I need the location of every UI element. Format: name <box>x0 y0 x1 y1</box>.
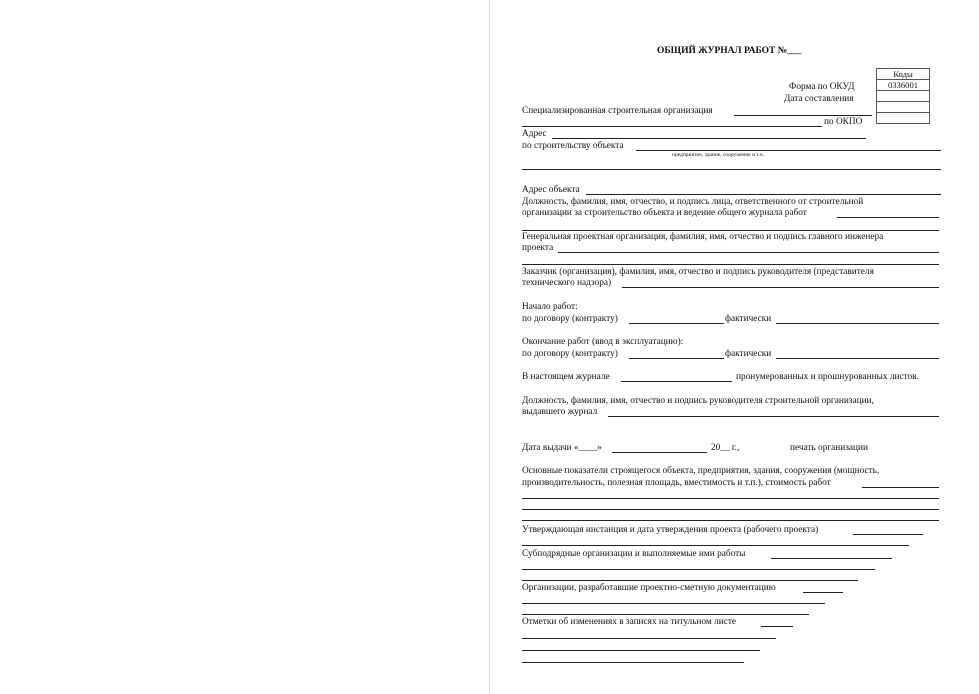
specialized-org-field[interactable] <box>734 115 872 116</box>
okpo-code-cell[interactable] <box>877 102 930 113</box>
okpo-label: по ОКПО <box>824 117 863 127</box>
issuer-line2: выдавшего журнал <box>522 407 598 417</box>
object-hint: предприятие, здание, сооружение и т.п. <box>672 152 765 158</box>
journal-title: ОБЩИЙ ЖУРНАЛ РАБОТ №___ <box>657 46 802 56</box>
end-label: Окончание работ (ввод в эксплуатацию): <box>522 337 684 347</box>
date-compiled-label: Дата составления <box>784 94 854 104</box>
specialized-org-label: Специализированная строительная организация <box>522 106 713 116</box>
journal-suffix: пронумерованных и прошнурованных листов. <box>736 372 919 382</box>
title-changes-label: Отметки об изменениях в записях на титульном листе <box>522 617 737 627</box>
main-indicators-line2: производительность, полезная площадь, вместимость и т.п.), стоимость работ <box>522 478 831 488</box>
construction-object-field[interactable] <box>636 150 941 151</box>
end-actual-label: фактически <box>725 349 772 359</box>
customer-line1: Заказчик (организация), фамилия, имя, отчество и подпись руководителя (представителя <box>522 267 874 277</box>
extra-code-cell[interactable] <box>877 113 930 124</box>
start-actual-field[interactable] <box>776 323 939 324</box>
responsible-person-line1: Должность, фамилия, имя, отчество, и подпись лица, ответственного от строительной <box>522 197 864 207</box>
title-changes-field-2[interactable] <box>522 638 776 639</box>
organization-stamp-label: печать организации <box>790 443 868 453</box>
title-changes-field[interactable] <box>761 626 793 627</box>
responsible-person-field[interactable] <box>837 217 939 218</box>
subcontractors-field[interactable] <box>771 558 892 559</box>
journal-prefix: В настоящем журнале <box>522 372 610 382</box>
address-label: Адрес <box>522 129 547 139</box>
start-label: Начало работ: <box>522 302 578 312</box>
subcontractors-field-2[interactable] <box>522 569 875 570</box>
codes-header: Коды <box>877 69 930 80</box>
start-contract-label: по договору (контракту) <box>522 314 618 324</box>
end-actual-field[interactable] <box>776 358 939 359</box>
construction-object-label: по строительству объекта <box>522 141 624 151</box>
customer-field[interactable] <box>622 287 939 288</box>
general-design-org-line2: проекта <box>522 243 554 253</box>
end-contract-label: по договору (контракту) <box>522 349 618 359</box>
main-indicators-line1: Основные показатели строящегося объекта, предприятия, здания, сооружения (мощность, <box>522 466 880 476</box>
construction-object-field-2[interactable] <box>522 169 941 170</box>
issuer-field[interactable] <box>608 416 939 417</box>
object-address-label: Адрес объекта <box>522 185 580 195</box>
issue-date-month-field[interactable] <box>612 452 707 453</box>
subcontractors-label: Субподрядные организации и выполняемые ими работы <box>522 549 746 559</box>
main-indicators-field[interactable] <box>862 487 939 488</box>
issue-date-year: 20__ г., <box>711 443 740 453</box>
approving-authority-field[interactable] <box>853 534 923 535</box>
codes-table <box>876 68 930 124</box>
form-okud-label: Форма по ОКУД <box>789 82 855 92</box>
responsible-person-field-2[interactable] <box>522 230 939 231</box>
left-page <box>0 0 489 694</box>
issue-date-label: Дата выдачи «____» <box>522 443 602 453</box>
design-orgs-label: Организации, разработавшие проектно-сметную документацию <box>522 583 776 593</box>
okud-code: 0336001 <box>877 80 930 91</box>
date-code-cell[interactable] <box>877 91 930 102</box>
start-actual-label: фактически <box>725 314 772 324</box>
title-changes-field-3[interactable] <box>522 650 760 651</box>
specialized-org-field-2[interactable] <box>522 126 822 127</box>
approving-authority-label: Утверждающая инстанция и дата утверждения проекта (рабочего проекта) <box>522 525 819 535</box>
design-orgs-field-3[interactable] <box>522 614 809 615</box>
subcontractors-field-3[interactable] <box>522 580 858 581</box>
start-contract-field[interactable] <box>629 323 724 324</box>
design-orgs-field-2[interactable] <box>522 603 825 604</box>
end-contract-field[interactable] <box>629 358 724 359</box>
general-design-org-line1: Генеральная проектная организация, фамилия, имя, отчество и подпись главного инженера <box>522 232 884 242</box>
journal-pages-field[interactable] <box>621 381 732 382</box>
design-orgs-field[interactable] <box>803 592 843 593</box>
main-indicators-field-3[interactable] <box>522 509 939 510</box>
main-indicators-field-4[interactable] <box>522 520 939 521</box>
general-design-org-field[interactable] <box>558 252 939 253</box>
responsible-person-line2: организации за строительство объекта и ведение общего журнала работ <box>522 208 807 218</box>
address-field[interactable] <box>552 138 866 139</box>
main-indicators-field-2[interactable] <box>522 498 939 499</box>
title-changes-field-4[interactable] <box>522 662 744 663</box>
object-address-field[interactable] <box>586 194 941 195</box>
customer-line2: технического надзора) <box>522 278 612 288</box>
approving-authority-field-2[interactable] <box>522 545 909 546</box>
issuer-line1: Должность, фамилия, имя, отчество и подпись руководителя строительной организации, <box>522 396 874 406</box>
general-design-org-field-2[interactable] <box>522 264 939 265</box>
